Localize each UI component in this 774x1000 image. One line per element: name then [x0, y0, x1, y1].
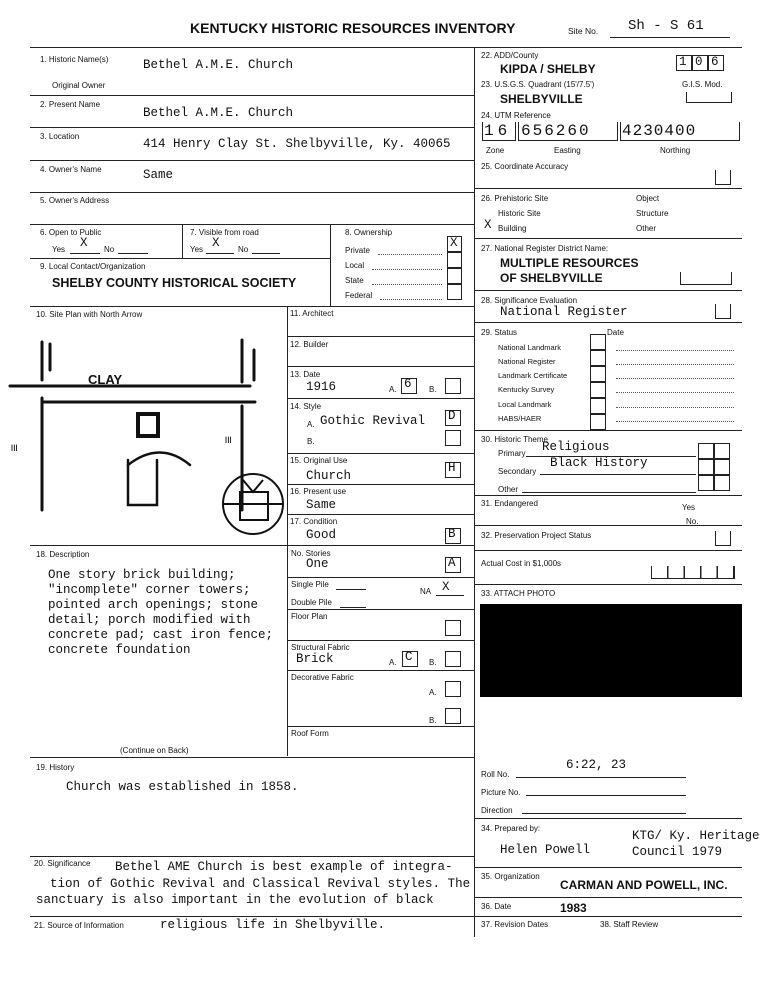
condition-code: B: [448, 527, 456, 541]
date-36-label: 36. Date: [481, 902, 512, 911]
date-36-value: 1983: [560, 901, 587, 915]
site-plan-street-label: CLAY: [88, 372, 123, 387]
local-contact-value: SHELBY COUNTY HISTORICAL SOCIETY: [52, 276, 297, 290]
other-label: Other: [636, 224, 657, 233]
attach-photo-label: 33. ATTACH PHOTO: [481, 589, 556, 598]
utm-northing-value: 4230400: [622, 122, 697, 140]
history-label: 19. History: [36, 763, 75, 772]
date-a-value: 6: [404, 377, 412, 391]
present-name-label: 2. Present Name: [40, 100, 101, 109]
roof-form-label: Roof Form: [291, 729, 329, 738]
endangered-label: 31. Endangered: [481, 499, 538, 508]
description-line: concrete pad; cast iron fence;: [48, 628, 274, 642]
present-use-value: Same: [306, 498, 337, 512]
county-code-digit: 6: [711, 55, 719, 69]
significance-line: sanctuary is also important in the evolution of black: [36, 893, 434, 907]
significance-eval-value: National Register: [500, 305, 628, 319]
endangered-yes: Yes: [682, 503, 696, 512]
svg-text:≡: ≡: [221, 436, 236, 444]
historic-site-label: Historic Site: [498, 209, 541, 218]
district-name-value-2: OF SHELBYVILLE: [500, 271, 603, 285]
owner-name-label: 4. Owner's Name: [40, 165, 102, 174]
date-label: 13. Date: [290, 370, 321, 379]
county-code-digit: 1: [679, 55, 687, 69]
decorative-a: A.: [429, 688, 437, 697]
style-b-label: B.: [307, 437, 315, 446]
prepared-by-value: Helen Powell: [500, 843, 591, 857]
history-value: Church was established in 1858.: [66, 780, 299, 794]
style-value: Gothic Revival: [320, 414, 426, 428]
original-owner-label: Original Owner: [52, 81, 106, 90]
revision-dates-label: 37. Revision Dates: [481, 920, 549, 929]
date-value: 1916: [306, 380, 337, 394]
original-use-code: H: [448, 461, 456, 475]
description-line: "incomplete" corner towers;: [48, 583, 251, 597]
district-name-value-1: MULTIPLE RESOURCES: [500, 256, 639, 270]
open-to-public-label: 6. Open to Public: [40, 228, 102, 237]
visible-road-yes: Yes: [190, 245, 204, 254]
significance-label: 20. Significance: [34, 859, 91, 868]
roll-no-value: 6:22, 23: [566, 758, 627, 772]
description-line: pointed arch openings; stone: [48, 598, 259, 612]
ownership-private: Private: [345, 246, 370, 255]
other-theme-label: Other: [498, 485, 519, 494]
pile-mark: X: [442, 580, 450, 594]
owner-address-label: 5. Owner's Address: [40, 196, 110, 205]
gis-label: G.I.S. Mod.: [682, 80, 723, 89]
primary-label: Primary: [498, 449, 526, 458]
status-item: Local Landmark: [498, 400, 552, 409]
significance-line: Bethel AME Church is best example of integra-: [115, 860, 453, 874]
district-name-label: 27. National Register District Name:: [481, 244, 609, 253]
redacted-photo-block: [480, 604, 742, 697]
open-public-no: No: [104, 245, 115, 254]
visible-road-mark: X: [212, 236, 220, 250]
ownership-mark: X: [450, 236, 458, 250]
organization-value: CARMAN AND POWELL, INC.: [560, 878, 728, 892]
building-mark: X: [484, 218, 492, 232]
significance-line: tion of Gothic Revival and Classical Revival styles. The: [50, 877, 471, 891]
owner-name-value: Same: [143, 168, 174, 182]
direction-label: Direction: [481, 806, 513, 815]
description-line: detail; porch modified with: [48, 613, 251, 627]
usgs-quad-label: 23. U.S.G.S. Quadrant (15'/7.5'): [481, 80, 595, 89]
easting-label: Easting: [554, 146, 581, 155]
ownership-label: 8. Ownership: [345, 228, 393, 237]
description-label: 18. Description: [36, 550, 90, 559]
present-use-label: 16. Present use: [290, 487, 347, 496]
zone-label: Zone: [486, 146, 505, 155]
date-b-label: B.: [429, 385, 437, 394]
local-contact-label: 9. Local Contact/Organization: [40, 262, 146, 271]
structural-label: Structural Fabric: [291, 643, 350, 652]
condition-value: Good: [306, 528, 337, 542]
style-code: D: [448, 409, 456, 423]
utm-easting-value: 656260: [521, 122, 591, 140]
prepared-by-org-1: KTG/ Ky. Heritage: [632, 829, 760, 843]
builder-label: 12. Builder: [290, 340, 329, 349]
utm-reference-label: 24. UTM Reference: [481, 111, 551, 120]
pile-na-label: NA: [420, 587, 432, 596]
description-line: One story brick building;: [48, 568, 236, 582]
prehistoric-site-label: 26. Prehistoric Site: [481, 194, 549, 203]
county-code-digit: 0: [695, 55, 703, 69]
structural-value: Brick: [296, 652, 334, 666]
site-no-value: Sh - S 61: [628, 18, 704, 34]
floor-plan-label: Floor Plan: [291, 612, 328, 621]
location-value: 414 Henry Clay St. Shelbyville, Ky. 40065: [143, 137, 451, 151]
condition-label: 17. Condition: [290, 517, 338, 526]
decorative-b: B.: [429, 716, 437, 725]
historic-name-value: Bethel A.M.E. Church: [143, 58, 294, 72]
continue-on-back: (Continue on Back): [120, 746, 189, 755]
style-a-label: A.: [307, 420, 315, 429]
building-label: Building: [498, 224, 527, 233]
present-name-value: Bethel A.M.E. Church: [143, 106, 294, 120]
source-info-value: religious life in Shelbyville.: [160, 918, 386, 932]
open-public-mark: X: [80, 236, 88, 250]
status-item: National Landmark: [498, 343, 561, 352]
decorative-label: Decorative Fabric: [291, 673, 354, 682]
original-use-label: 15. Original Use: [290, 456, 348, 465]
prepared-by-org-2: Council 1979: [632, 845, 723, 859]
svg-text:≡: ≡: [7, 444, 22, 452]
structural-code: C: [405, 650, 413, 664]
preservation-status-label: 32. Preservation Project Status: [481, 531, 592, 540]
primary-value: Religious: [542, 440, 610, 454]
significance-eval-label: 28. Significance Evaluation: [481, 296, 578, 305]
northing-label: Northing: [660, 146, 691, 155]
object-label: Object: [636, 194, 660, 203]
historic-name-label: 1. Historic Name(s): [40, 55, 109, 64]
add-county-label: 22. ADD/County: [481, 51, 539, 60]
stories-value: One: [306, 557, 329, 571]
double-pile-label: Double Pile: [291, 598, 332, 607]
ownership-federal: Federal: [345, 291, 373, 300]
structural-a: A.: [389, 658, 397, 667]
roll-no-label: Roll No.: [481, 770, 510, 779]
visible-road-label: 7. Visible from road: [190, 228, 259, 237]
architect-label: 11. Architect: [290, 309, 334, 318]
picture-no-label: Picture No.: [481, 788, 521, 797]
add-county-value: KIPDA / SHELBY: [500, 62, 596, 76]
description-line: concrete foundation: [48, 643, 191, 657]
ownership-state: State: [345, 276, 364, 285]
actual-cost-label: Actual Cost in $1,000s: [481, 559, 562, 568]
style-label: 14. Style: [290, 402, 322, 411]
original-use-value: Church: [306, 469, 352, 483]
staff-review-label: 38. Staff Review: [600, 920, 659, 929]
prepared-by-label: 34. Prepared by:: [481, 824, 541, 833]
form-title: KENTUCKY HISTORIC RESOURCES INVENTORY: [190, 20, 516, 36]
status-item: Landmark Certificate: [498, 371, 568, 380]
usgs-quad-value: SHELBYVILLE: [500, 92, 583, 106]
status-item: Kentucky Survey: [498, 385, 555, 394]
organization-label: 35. Organization: [481, 872, 540, 881]
status-item: National Register: [498, 357, 556, 366]
endangered-no: No.: [686, 517, 699, 526]
source-info-label: 21. Source of Information: [34, 921, 124, 930]
site-plan-sketch: [7, 330, 285, 545]
stories-label: No. Stories: [291, 549, 331, 558]
location-label: 3. Location: [40, 132, 80, 141]
historic-theme-label: 30. Historic Theme: [481, 435, 548, 444]
secondary-label: Secondary: [498, 467, 537, 476]
coordinate-accuracy-label: 25. Coordinate Accuracy: [481, 162, 569, 171]
status-date-label: Date: [607, 328, 624, 337]
single-pile-label: Single Pile: [291, 580, 329, 589]
status-item: HABS/HAER: [498, 414, 542, 423]
open-public-yes: Yes: [52, 245, 66, 254]
stories-code: A: [448, 556, 456, 570]
structural-b: B.: [429, 658, 437, 667]
date-a-label: A.: [389, 385, 397, 394]
ownership-local: Local: [345, 261, 365, 270]
status-label: 29. Status: [481, 328, 518, 337]
utm-zone-value: 16: [484, 122, 512, 140]
visible-road-no: No: [238, 245, 249, 254]
site-no-label: Site No.: [568, 26, 599, 36]
site-plan-label: 10. Site Plan with North Arrow: [36, 310, 143, 319]
structure-label: Structure: [636, 209, 669, 218]
secondary-value: Black History: [550, 456, 648, 470]
